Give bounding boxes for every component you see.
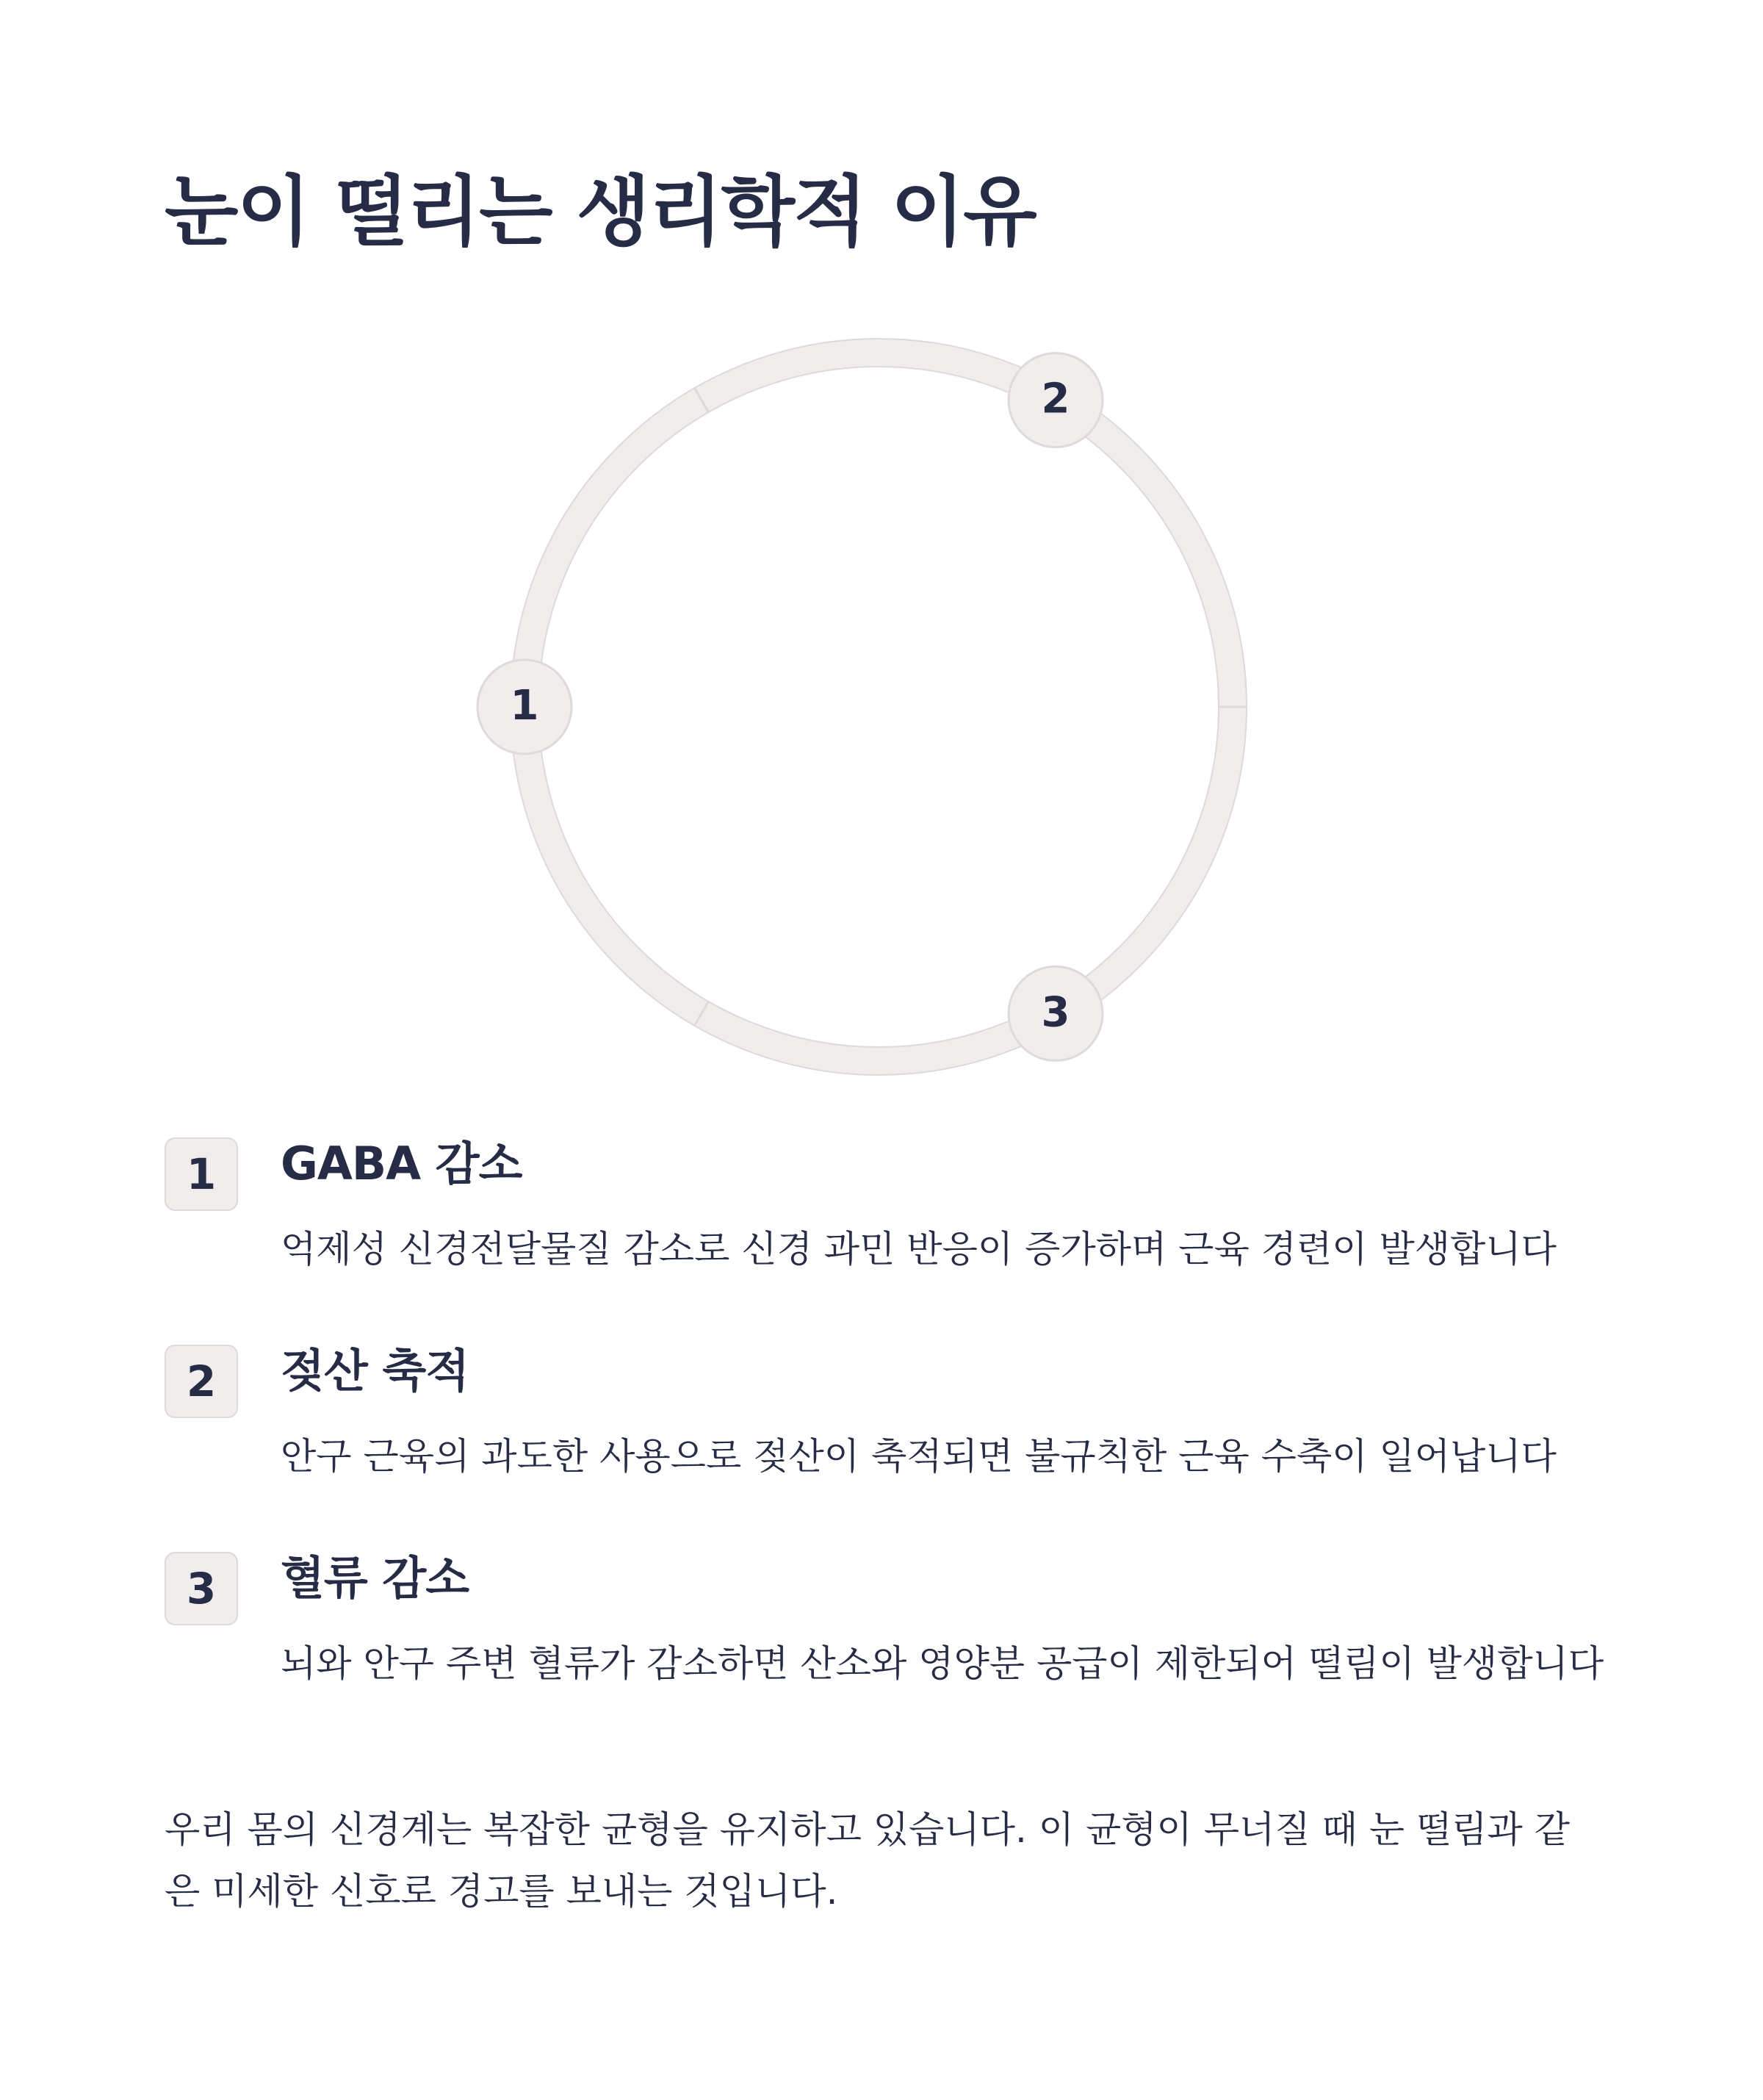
node-label: 1 (510, 682, 539, 730)
item-description-2: 안구 근육의 과도한 사용으로 젖산이 축적되면 불규칙한 근육 수축이 일어납니다 (281, 1435, 1557, 1478)
cycle-nodes (477, 353, 1103, 1061)
cycle-node-2 (1009, 353, 1103, 447)
ring-track (524, 353, 1233, 1061)
page-title: 눈이 떨리는 생리학적 이유 (165, 167, 1036, 256)
summary-text: 우리 몸의 신경계는 복잡한 균형을 유지하고 있습니다. 이 균형이 무너질 때 눈 떨림과 같은 미세한 신호로 경고를 보내는 것입니다. (165, 1808, 1571, 1913)
item-description-1: 억제성 신경전달물질 감소로 신경 과민 반응이 증가하며 근육 경련이 발생합니다 (281, 1228, 1557, 1270)
item-title-3: 혈류 감소 (281, 1551, 469, 1605)
cycle-ring (524, 353, 1246, 1061)
item-title-1: GABA 감소 (281, 1137, 522, 1190)
cycle-node-3 (1009, 966, 1103, 1060)
step-badge-3: 3 (165, 1552, 238, 1625)
node-label: 3 (1041, 988, 1070, 1037)
step-badge-2: 2 (165, 1345, 238, 1418)
node-label: 2 (1041, 375, 1070, 423)
cycle-node-1 (477, 660, 572, 754)
item-description-3: 뇌와 안구 주변 혈류가 감소하면 산소와 영양분 공급이 제한되어 떨림이 발생합니다 (281, 1642, 1604, 1685)
item-title-2: 젖산 축적 (281, 1344, 469, 1398)
step-badge-1: 1 (165, 1137, 238, 1211)
